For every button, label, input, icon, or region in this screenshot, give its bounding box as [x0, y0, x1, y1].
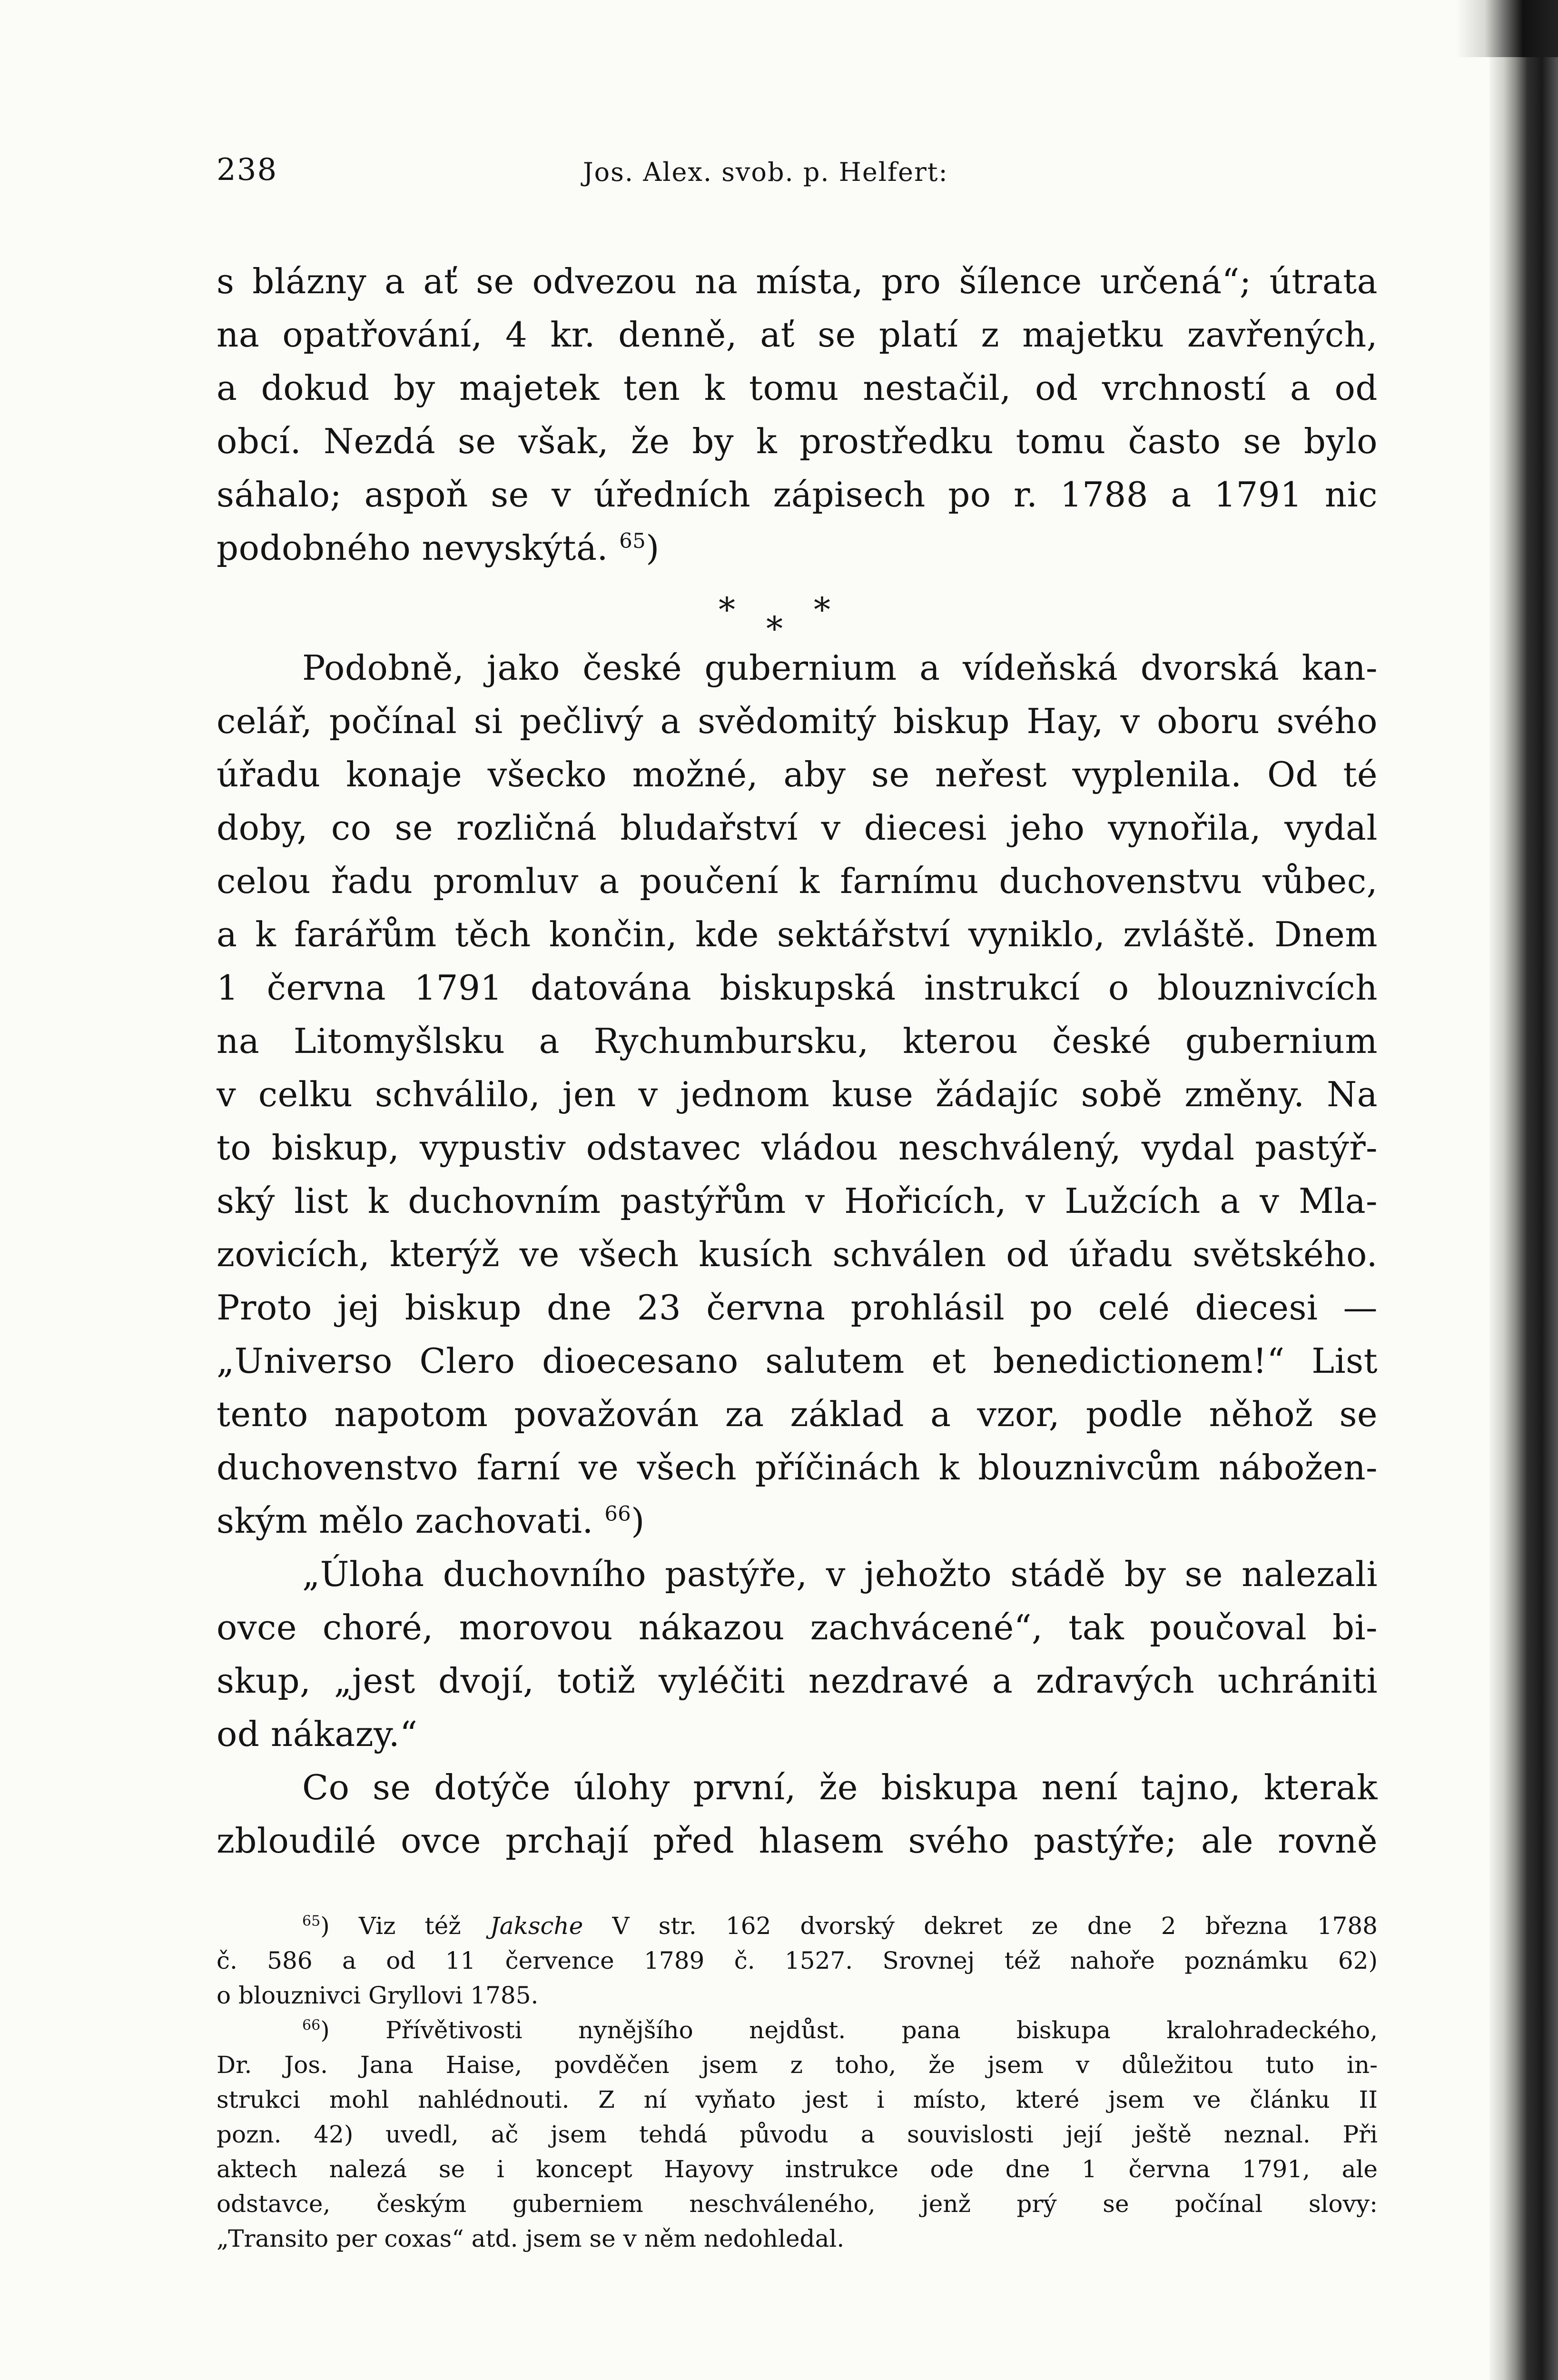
footnote-text: V str. 162 dvorský dekret ze dne 2 března 1788: [583, 1912, 1378, 1940]
footnote-reference-65: 65: [619, 529, 646, 553]
text-line: [217, 1494, 1378, 1547]
text-line: tento napotom považován za základ a vzor, podle něhož se: [217, 1394, 1378, 1434]
text-line: úřadu konaje všecko možné, aby se neřest vyplenila. Od té: [217, 754, 1378, 794]
text-line: a dokud by majetek ten k tomu nestačil, od vrchností a od: [217, 368, 1378, 408]
text-line: celou řadu promluv a poučení k farnímu duchovenstvu vůbec,: [217, 861, 1378, 901]
text-line: Proto jej biskup dne 23 června prohlásil po celé diecesi —: [217, 1288, 1378, 1328]
text-fragment: podobného nevyskýtá.: [217, 528, 608, 568]
asterisk: *: [814, 590, 830, 629]
scan-binding-edge: [1489, 0, 1558, 2380]
text-line: na opatřování, 4 kr. denně, ať se platí z majetku zavřených,: [217, 315, 1378, 355]
text-line: sáhalo; aspoň se v úředních zápisech po r. 1788 a 1791 nic: [217, 475, 1378, 515]
footnote-text: ) Přívětivosti nynějšího nejdůst. pana biskupa kralohradeckého,: [320, 2016, 1378, 2044]
footnote-text: ) Viz též: [320, 1912, 490, 1940]
footnote-paren: ): [631, 1501, 645, 1541]
section-separator: [719, 590, 842, 648]
footnote-66-line: odstavce, českým guberniem neschváleného, jenž prý se počínal slovy:: [217, 2190, 1378, 2218]
text-fragment: ským mělo zachovati.: [217, 1501, 593, 1541]
footnote-66-line: strukci mohl nahlédnouti. Z ní vyňato jest i místo, které jsem ve článku II: [217, 2086, 1378, 2113]
text-line: zbloudilé ovce prchají před hlasem svého pastýře; ale rovně: [217, 1821, 1378, 1861]
text-line: to biskup, vypustiv odstavec vládou neschválený, vydal pastýř-: [217, 1128, 1378, 1168]
footnote-marker: 65: [302, 1913, 321, 1930]
text-line: Co se dotýče úlohy první, že biskupa není tajno, kterak: [302, 1767, 1378, 1807]
footnote-66-line: „Transito per coxas“ atd. jsem se v něm nedohledal.: [217, 2225, 845, 2252]
text-line: od nákazy.“: [217, 1714, 418, 1754]
text-line: v celku schválilo, jen v jednom kuse žádajíc sobě změny. Na: [217, 1074, 1378, 1114]
page-number: 238: [217, 152, 278, 188]
footnote-paren: ): [646, 528, 660, 568]
footnotes: [217, 1909, 1378, 2256]
footnote-66-line: [217, 2013, 1378, 2048]
footnote-65-line: o blouznivci Gryllovi 1785.: [217, 1982, 539, 2009]
author-name: Jaksche: [490, 1912, 583, 1940]
footnote-66-line: pozn. 42) uvedl, ač jsem tehdá původu a souvislosti její ještě neznal. Při: [217, 2121, 1378, 2148]
text-line: „Universo Clero dioecesano salutem et benedictionem!“ List: [217, 1341, 1378, 1381]
footnote-65-line: [217, 1909, 1378, 1944]
page-header: [217, 152, 1378, 205]
footnote-66-line: aktech nalezá se i koncept Hayovy instrukce ode dne 1 června 1791, ale: [217, 2155, 1378, 2183]
text-line: obcí. Nezdá se však, že by k prostředku tomu často se bylo: [217, 421, 1378, 461]
asterisk: *: [766, 609, 783, 648]
text-line: celář, počínal si pečlivý a svědomitý biskup Hay, v oboru svého: [217, 701, 1378, 741]
footnote-65-line: č. 586 a od 11 července 1789 č. 1527. Srovnej též nahoře poznámku 62): [217, 1947, 1378, 1974]
text-line: duchovenstvo farní ve všech příčinách k blouznivcům nábožen-: [217, 1448, 1378, 1488]
text-line: doby, co se rozličná bludařství v diecesi jeho vynořila, vydal: [217, 808, 1378, 848]
text-line: zovicích, kterýž ve všech kusích schválen od úřadu světského.: [217, 1234, 1378, 1274]
text-line: 1 června 1791 datována biskupská instrukcí o blouznivcích: [217, 968, 1378, 1008]
footnote-reference-66: 66: [604, 1502, 631, 1526]
main-text: [217, 255, 1378, 1867]
footnote-66-line: Dr. Jos. Jana Haise, povděčen jsem z toho, že jsem v důležitou tuto in-: [217, 2051, 1378, 2079]
text-line: ovce choré, morovou nákazou zachvácené“, tak poučoval bi-: [217, 1607, 1378, 1647]
text-line: „Úloha duchovního pastýře, v jehožto stádě by se nalezali: [302, 1554, 1378, 1594]
footnote-marker: 66: [302, 2017, 321, 2034]
text-line: a k farářům těch končin, kde sektářství vyniklo, zvláště. Dnem: [217, 914, 1378, 954]
text-line: [217, 521, 1378, 575]
asterisk: *: [719, 590, 735, 629]
text-line: Podobně, jako české gubernium a vídeňská dvorská kan-: [302, 648, 1378, 688]
running-head: Jos. Alex. svob. p. Helfert:: [583, 157, 948, 187]
scan-binding-shadow: [1456, 0, 1558, 57]
text-line: skup, „jest dvojí, totiž vyléčiti nezdravé a zdravých uchrániti: [217, 1661, 1378, 1701]
text-line: na Litomyšlsku a Rychumbursku, kterou české gubernium: [217, 1021, 1378, 1061]
text-line: s blázny a ať se odvezou na místa, pro šílence určená“; útrata: [217, 261, 1378, 301]
text-line: ský list k duchovním pastýřům v Hořicích, v Lužcích a v Mla-: [217, 1181, 1378, 1221]
